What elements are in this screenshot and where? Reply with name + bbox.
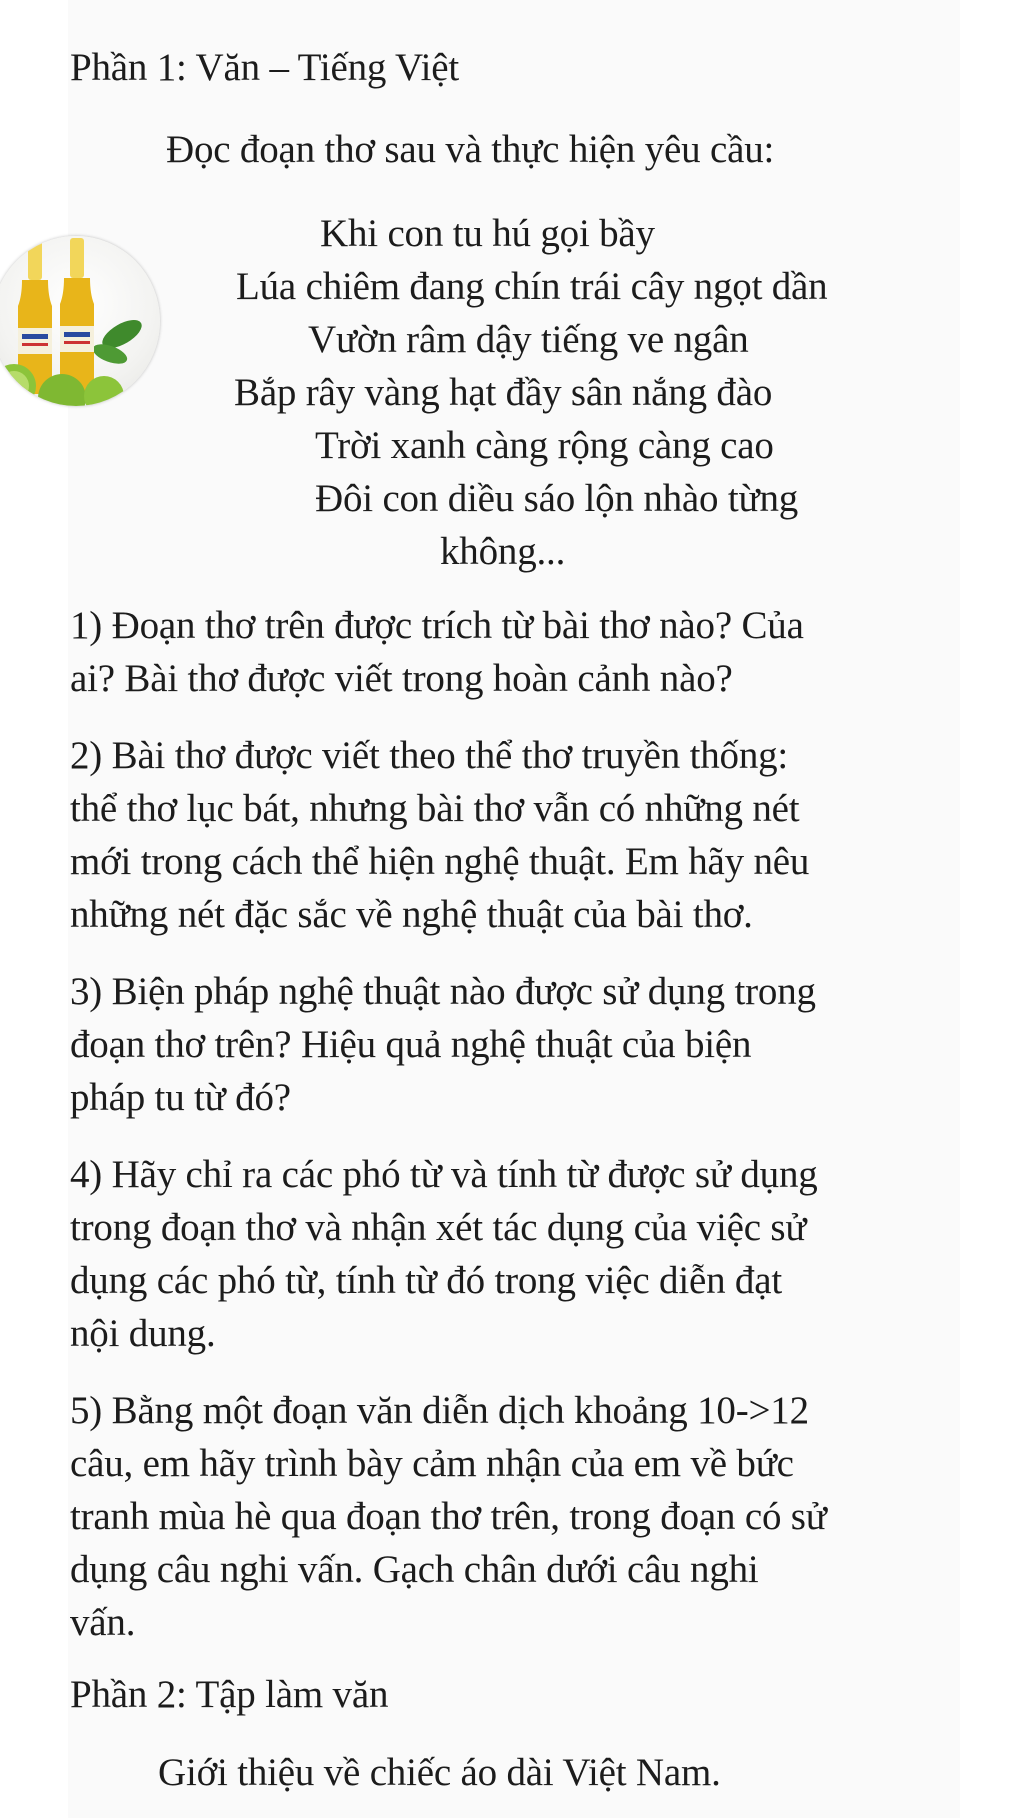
question-3-line: đoạn thơ trên? Hiệu quả nghệ thuật của biện bbox=[70, 1023, 752, 1066]
section-2-title: Phần 2: Tập làm văn bbox=[70, 1673, 389, 1716]
section-1-instruction: Đọc đoạn thơ sau và thực hiện yêu cầu: bbox=[166, 128, 775, 171]
section-2-prompt: Giới thiệu về chiếc áo dài Việt Nam. bbox=[158, 1751, 721, 1794]
question-5-line: vấn. bbox=[70, 1601, 136, 1644]
question-1-line: ai? Bài thơ được viết trong hoàn cảnh nào? bbox=[70, 657, 733, 700]
question-4-line: nội dung. bbox=[70, 1312, 216, 1355]
poem-line: Vườn râm dậy tiếng ve ngân bbox=[308, 318, 749, 361]
poem-line: Lúa chiêm đang chín trái cây ngọt dần bbox=[236, 265, 828, 308]
question-4-line: trong đoạn thơ và nhận xét tác dụng của việc sử bbox=[70, 1206, 807, 1249]
question-1-line: 1) Đoạn thơ trên được trích từ bài thơ nào? Của bbox=[70, 604, 804, 647]
question-5-line: 5) Bằng một đoạn văn diễn dịch khoảng 10->12 bbox=[70, 1389, 809, 1432]
question-3-line: 3) Biện pháp nghệ thuật nào được sử dụng trong bbox=[70, 970, 816, 1013]
poem-line: Bắp rây vàng hạt đầy sân nắng đào bbox=[234, 371, 773, 414]
question-3-line: pháp tu từ đó? bbox=[70, 1076, 291, 1119]
question-2-line: những nét đặc sắc về nghệ thuật của bài thơ. bbox=[70, 893, 753, 936]
question-2-line: mới trong cách thể hiện nghệ thuật. Em hãy nêu bbox=[70, 840, 810, 883]
question-5-line: câu, em hãy trình bày cảm nhận của em về bức bbox=[70, 1442, 794, 1485]
poem-line: không... bbox=[440, 530, 566, 573]
question-5-line: dụng câu nghi vấn. Gạch chân dưới câu nghi bbox=[70, 1548, 759, 1591]
question-4-line: dụng các phó từ, tính từ đó trong việc diễn đạt bbox=[70, 1259, 782, 1302]
question-2-line: 2) Bài thơ được viết theo thể thơ truyền thống: bbox=[70, 734, 789, 777]
poem-line: Khi con tu hú gọi bầy bbox=[320, 212, 655, 255]
section-1-title: Phần 1: Văn – Tiếng Việt bbox=[70, 46, 460, 89]
question-4-line: 4) Hãy chỉ ra các phó từ và tính từ được sử dụng bbox=[70, 1153, 818, 1196]
question-2-line: thể thơ lục bát, nhưng bài thơ vẫn có những nét bbox=[70, 787, 800, 830]
poem-line: Đôi con diều sáo lộn nhào từng bbox=[315, 477, 799, 520]
poem-line: Trời xanh càng rộng càng cao bbox=[315, 424, 774, 467]
question-5-line: tranh mùa hè qua đoạn thơ trên, trong đoạn có sử bbox=[70, 1495, 827, 1538]
